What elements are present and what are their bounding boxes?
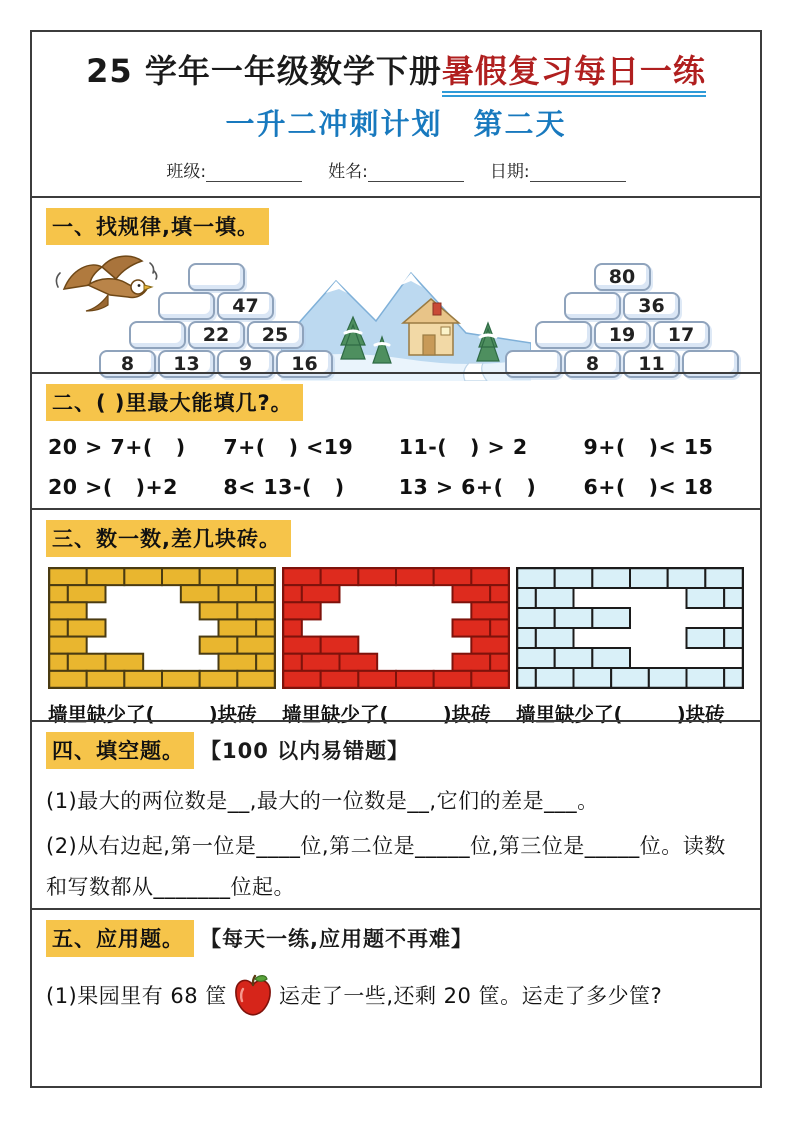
- name-blank: [368, 164, 464, 182]
- inequality: 9+( )< 15: [583, 435, 714, 459]
- section-5-title: 五、应用题。: [46, 920, 194, 957]
- date-label: 日期:: [489, 162, 530, 182]
- pyramid-brick-number: 25: [247, 321, 304, 349]
- pyramid-row: [534, 321, 711, 350]
- pyramid-brick-number: 19: [594, 321, 651, 349]
- name-label: 姓名:: [328, 162, 368, 182]
- inequality-row: [48, 475, 740, 499]
- problem-text-before: (1)果园里有 68 筐: [46, 984, 227, 1008]
- section-3-title: 三、数一数,差几块砖。: [46, 520, 291, 557]
- pyramid-brick-number: 36: [623, 292, 680, 320]
- bottom-margin: [32, 1030, 760, 1088]
- pyramid-row: [128, 321, 305, 350]
- section-4-title: 四、填空题。: [46, 732, 194, 769]
- inequality: 6+( )< 18: [583, 475, 714, 499]
- number-pyramid-left: [98, 263, 334, 379]
- pyramid-brick-empty: [535, 321, 592, 349]
- class-field: [166, 157, 302, 182]
- section-2-title: 二、( )里最大能填几?。: [46, 384, 303, 421]
- student-info-line: [32, 157, 760, 182]
- name-field: [328, 157, 464, 182]
- pyramid-row: [593, 263, 652, 292]
- wall-column-yellow: [48, 567, 276, 727]
- pyramid-brick-number: 17: [653, 321, 710, 349]
- pyramid-brick-number: 8: [564, 350, 621, 378]
- section-2-inequalities: [32, 372, 760, 508]
- pyramid-brick-empty: [564, 292, 621, 320]
- wall-caption: 墙里缺少了( )块砖: [48, 703, 257, 726]
- apple-icon: [233, 973, 273, 1017]
- section-1-title: 一、找规律,填一填。: [46, 208, 269, 245]
- page-subtitle: 一升二冲刺计划 第二天: [225, 107, 567, 141]
- inequality: 20 >( )+2: [48, 475, 178, 499]
- section-4-fill-blanks: [32, 720, 760, 908]
- pyramid-brick-empty: [188, 263, 245, 291]
- section-1-illustration: [46, 249, 746, 381]
- pyramid-brick-number: 9: [217, 350, 274, 378]
- number-pyramid-right: [504, 263, 740, 379]
- pyramid-brick-number: 13: [158, 350, 215, 378]
- pyramid-brick-empty: [158, 292, 215, 320]
- pyramid-row: [563, 292, 681, 321]
- section-3-bricks: [32, 508, 760, 726]
- section-4-note: 【100 以内易错题】: [200, 739, 410, 763]
- pyramid-row: [157, 292, 275, 321]
- word-problem-1: [46, 973, 746, 1017]
- fill-blank-item-2: (2)从右边起,第一位是____位,第二位是_____位,第三位是_____位。读数和写数都从_______位起。: [46, 833, 726, 899]
- wall-column-red: [282, 567, 510, 727]
- pyramid-brick-number: 11: [623, 350, 680, 378]
- brick-walls: [46, 567, 746, 727]
- header: [32, 32, 760, 182]
- pyramid-brick-number: 22: [188, 321, 245, 349]
- yellow-wall-illustration: [48, 567, 276, 689]
- pyramid-row: [187, 263, 246, 292]
- pyramid-brick-number: 8: [99, 350, 156, 378]
- worksheet-page: [30, 30, 762, 1088]
- date-field: [490, 157, 626, 182]
- wall-caption: 墙里缺少了( )块砖: [282, 703, 491, 726]
- wall-column-blue: [516, 567, 744, 727]
- class-label: 班级:: [166, 162, 207, 182]
- inequality: 7+( ) <19: [223, 435, 354, 459]
- section-5-note: 【每天一练,应用题不再难】: [200, 927, 473, 951]
- inequality: 11-( ) > 2: [398, 435, 528, 459]
- inequality-row: [48, 435, 740, 459]
- class-blank: [206, 164, 302, 182]
- section-5-word-problems: [32, 908, 760, 1030]
- fill-blank-item-1: (1)最大的两位数是__,最大的一位数是__,它们的差是___。: [46, 789, 599, 813]
- pyramid-brick-number: 16: [276, 350, 333, 378]
- blue-wall-illustration: [516, 567, 744, 689]
- title-red-part: 暑假复习每日一练: [442, 52, 706, 97]
- inequality: 20 > 7+( ): [48, 435, 186, 459]
- title-black-part: 25 学年一年级数学下册: [86, 52, 442, 90]
- date-blank: [530, 164, 626, 182]
- inequality: 8< 13-( ): [223, 475, 345, 499]
- pyramid-brick-empty: [129, 321, 186, 349]
- pyramid-brick-number: 80: [594, 263, 651, 291]
- problem-text-after: 运走了一些,还剩 20 筐。运走了多少筐?: [278, 984, 663, 1008]
- inequality: 13 > 6+( ): [398, 475, 537, 499]
- wall-caption: 墙里缺少了( )块砖: [516, 703, 725, 726]
- pyramid-brick-number: 47: [217, 292, 274, 320]
- page-title: [32, 46, 760, 92]
- section-1-pattern: [32, 196, 760, 375]
- red-wall-illustration: [282, 567, 510, 689]
